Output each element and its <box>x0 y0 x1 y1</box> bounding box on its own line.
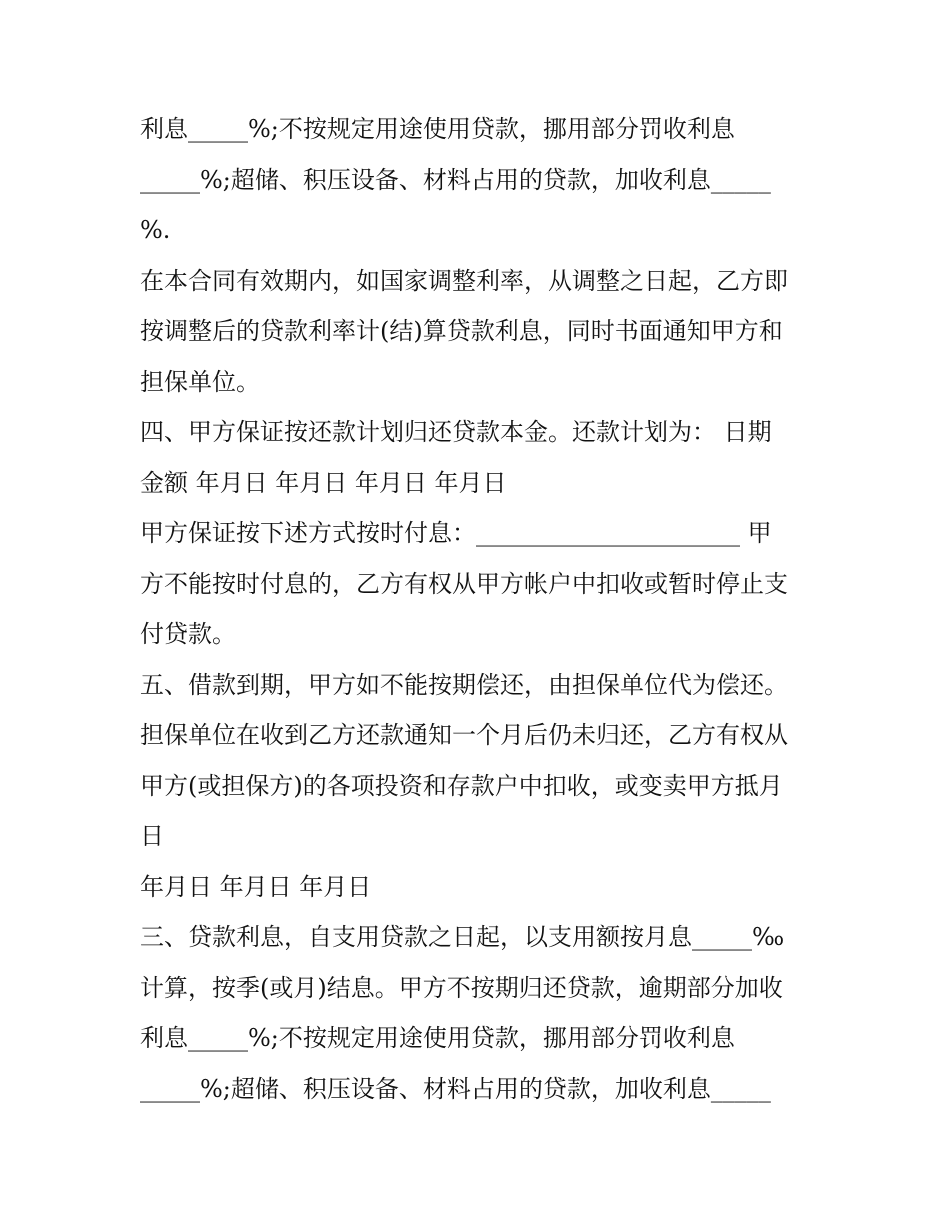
text-line-1: 利息_____%;不按规定用途使用贷款，挪用部分罚收利息 <box>140 115 735 143</box>
text-line-15: 日 <box>140 822 164 850</box>
text-line-7: 四、甲方保证按还款计划归还贷款本金。还款计划为： 日期 <box>140 418 772 446</box>
text-line-17: 三、贷款利息，自支用贷款之日起，以支用额按月息_____‰ <box>140 923 785 951</box>
document-body <box>140 104 830 1114</box>
text-line-9: 甲方保证按下述方式按时付息：______________________ 甲 <box>140 519 772 547</box>
text-line-20: _____%;超储、积压设备、材料占用的贷款，加收利息_____ <box>140 1074 771 1103</box>
text-line-11: 付贷款。 <box>140 620 236 648</box>
text-line-2: _____%;超储、积压设备、材料占用的贷款，加收利息_____ <box>140 165 771 194</box>
text-line-3: %. <box>140 216 171 244</box>
text-line-10: 方不能按时付息的，乙方有权从甲方帐户中扣收或暂时停止支 <box>140 569 788 598</box>
text-line-5: 按调整后的贷款利率计(结)算贷款利息，同时书面通知甲方和 <box>140 317 783 345</box>
text-line-4: 在本合同有效期内，如国家调整利率，从调整之日起，乙方即 <box>140 266 788 295</box>
text-line-19: 利息_____%;不按规定用途使用贷款，挪用部分罚收利息 <box>140 1024 735 1052</box>
text-line-16: 年月日 年月日 年月日 <box>140 872 372 901</box>
text-line-8: 金额 年月日 年月日 年月日 年月日 <box>140 468 507 497</box>
text-line-12: 五、借款到期，甲方如不能按期偿还，由担保单位代为偿还。 <box>140 670 788 699</box>
text-line-13: 担保单位在收到乙方还款通知一个月后仍未归还，乙方有权从 <box>140 721 788 749</box>
text-line-6: 担保单位。 <box>140 367 260 396</box>
text-line-18: 计算，按季(或月)结息。甲方不按期归还贷款，逾期部分加收 <box>140 973 783 1002</box>
text-line-14: 甲方(或担保方)的各项投资和存款户中扣收，或变卖甲方抵月 <box>140 771 783 800</box>
